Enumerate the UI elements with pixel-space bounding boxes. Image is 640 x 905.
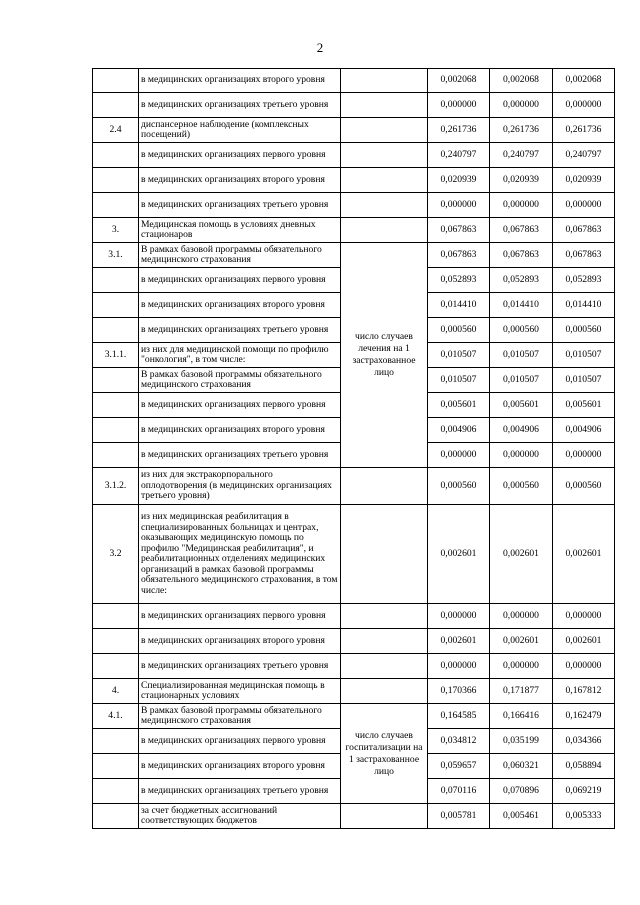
value-cell: 0,000000: [428, 604, 490, 629]
table-row: [93, 218, 615, 243]
row-number: [93, 393, 139, 418]
unit-cell-hospitalization: число случаев госпитализации на 1 застрахованное лицо: [341, 704, 428, 804]
row-name: в медицинских организациях второго уровня: [139, 418, 341, 443]
value-cell: 0,166416: [490, 704, 553, 729]
value-cell: 0,000000: [428, 193, 490, 218]
value-cell: 0,167812: [553, 679, 615, 704]
table-row: [93, 93, 615, 118]
row-unit: [341, 468, 428, 505]
value-cell: 0,070896: [490, 779, 553, 804]
value-cell: 0,261736: [490, 118, 553, 143]
row-name: в медицинских организациях второго уровня: [139, 293, 341, 318]
row-unit: [341, 629, 428, 654]
row-number: 3.1.: [93, 243, 139, 268]
value-cell: 0,000000: [490, 93, 553, 118]
row-unit: [341, 505, 428, 604]
value-cell: 0,034812: [428, 729, 490, 754]
row-name: в медицинских организациях второго уровня: [139, 168, 341, 193]
value-cell: 0,171877: [490, 679, 553, 704]
value-cell: 0,000000: [553, 443, 615, 468]
row-name: в медицинских организациях первого уровня: [139, 268, 341, 293]
value-cell: 0,170366: [428, 679, 490, 704]
row-number: [93, 754, 139, 779]
value-cell: 0,067863: [553, 218, 615, 243]
row-number: [93, 168, 139, 193]
row-number: [93, 604, 139, 629]
value-cell: 0,060321: [490, 754, 553, 779]
row-number: 3.1.2.: [93, 468, 139, 505]
table-row: [93, 468, 615, 505]
value-cell: 0,162479: [553, 704, 615, 729]
page-number: 2: [316, 40, 324, 55]
value-cell: 0,000000: [428, 654, 490, 679]
table-row: [93, 679, 615, 704]
value-cell: 0,005601: [490, 393, 553, 418]
row-name: в медицинских организациях первого уровня: [139, 143, 341, 168]
row-number: [93, 268, 139, 293]
table-row: [93, 804, 615, 829]
row-number: 4.1.: [93, 704, 139, 729]
value-cell: 0,052893: [553, 268, 615, 293]
row-number: [93, 293, 139, 318]
value-cell: 0,002601: [428, 629, 490, 654]
value-cell: 0,010507: [553, 368, 615, 393]
value-cell: 0,000560: [428, 468, 490, 505]
value-cell: 0,002068: [428, 69, 490, 93]
row-number: [93, 654, 139, 679]
value-cell: 0,035199: [490, 729, 553, 754]
row-number: [93, 193, 139, 218]
row-name: в медицинских организациях третьего уровня: [139, 443, 341, 468]
table-row: [93, 143, 615, 168]
value-cell: 0,010507: [553, 343, 615, 368]
row-name: диспансерное наблюдение (комплексных посещений): [139, 118, 341, 143]
row-name: из них для медицинской помощи по профилю "онкология", в том числе:: [139, 343, 341, 368]
value-cell: 0,000000: [553, 193, 615, 218]
value-cell: 0,002601: [490, 505, 553, 604]
value-cell: 0,000560: [490, 318, 553, 343]
value-cell: 0,067863: [490, 218, 553, 243]
unit-cell-treatment: число случаев лечения на 1 застрахованное лицо: [341, 243, 428, 468]
value-cell: 0,002601: [553, 505, 615, 604]
row-name: в медицинских организациях первого уровня: [139, 729, 341, 754]
row-number: 4.: [93, 679, 139, 704]
row-number: [93, 143, 139, 168]
value-cell: 0,069219: [553, 779, 615, 804]
row-number: 2.4: [93, 118, 139, 143]
row-name: в медицинских организациях первого уровня: [139, 604, 341, 629]
value-cell: 0,010507: [490, 368, 553, 393]
value-cell: 0,020939: [490, 168, 553, 193]
row-number: [93, 368, 139, 393]
row-name: В рамках базовой программы обязательного медицинского страхования: [139, 243, 341, 268]
value-cell: 0,000000: [490, 443, 553, 468]
row-name: В рамках базовой программы обязательного медицинского страхования: [139, 368, 341, 393]
row-name: из них медицинская реабилитация в специализированных больницах и центрах, оказывающих медицинскую помощь по профилю "Медицинская реабилитация", и реабилитационных отделениях медицинских организаций в рамках базовой программы обязательного медицинского страхования, в том числе:: [139, 505, 341, 604]
table-row: [93, 193, 615, 218]
row-number: [93, 69, 139, 93]
value-cell: 0,034366: [553, 729, 615, 754]
row-name: в медицинских организациях второго уровня: [139, 629, 341, 654]
value-cell: 0,002068: [490, 69, 553, 93]
value-cell: 0,067863: [490, 243, 553, 268]
row-unit: [341, 69, 428, 93]
value-cell: 0,000560: [428, 318, 490, 343]
table-row: [93, 168, 615, 193]
value-cell: 0,004906: [553, 418, 615, 443]
row-number: [93, 93, 139, 118]
row-number: [93, 779, 139, 804]
value-cell: 0,000000: [428, 443, 490, 468]
row-name: Специализированная медицинская помощь в стационарных условиях: [139, 679, 341, 704]
value-cell: 0,005781: [428, 804, 490, 829]
row-number: [93, 729, 139, 754]
value-cell: 0,261736: [428, 118, 490, 143]
row-name: в медицинских организациях первого уровня: [139, 393, 341, 418]
value-cell: 0,261736: [553, 118, 615, 143]
row-name: в медицинских организациях третьего уровня: [139, 654, 341, 679]
value-cell: 0,240797: [428, 143, 490, 168]
row-unit: [341, 679, 428, 704]
value-cell: 0,000560: [553, 318, 615, 343]
value-cell: 0,067863: [428, 243, 490, 268]
row-number: [93, 629, 139, 654]
table-row: [93, 69, 615, 93]
row-name: в медицинских организациях третьего уровня: [139, 193, 341, 218]
value-cell: 0,014410: [553, 293, 615, 318]
value-cell: 0,000000: [553, 604, 615, 629]
value-cell: 0,020939: [428, 168, 490, 193]
row-number: 3.2: [93, 505, 139, 604]
value-cell: 0,067863: [553, 243, 615, 268]
value-cell: 0,002068: [553, 69, 615, 93]
value-cell: 0,000000: [553, 93, 615, 118]
value-cell: 0,059657: [428, 754, 490, 779]
value-cell: 0,020939: [553, 168, 615, 193]
table-row: [93, 505, 615, 604]
row-name: в медицинских организациях второго уровня: [139, 69, 341, 93]
value-cell: 0,000560: [490, 468, 553, 505]
value-cell: 0,004906: [428, 418, 490, 443]
row-unit: [341, 118, 428, 143]
value-cell: 0,002601: [490, 629, 553, 654]
value-cell: 0,052893: [428, 268, 490, 293]
row-name: Медицинская помощь в условиях дневных стационаров: [139, 218, 341, 243]
row-name: за счет бюджетных ассигнований соответствующих бюджетов: [139, 804, 341, 829]
table-row: [93, 629, 615, 654]
row-unit: [341, 804, 428, 829]
row-number: [93, 443, 139, 468]
value-cell: 0,070116: [428, 779, 490, 804]
row-unit: [341, 168, 428, 193]
row-number: 3.: [93, 218, 139, 243]
row-number: 3.1.1.: [93, 343, 139, 368]
norms-table: [92, 68, 615, 829]
value-cell: 0,004906: [490, 418, 553, 443]
value-cell: 0,052893: [490, 268, 553, 293]
row-name: в медицинских организациях третьего уровня: [139, 318, 341, 343]
value-cell: 0,005601: [553, 393, 615, 418]
row-unit: [341, 193, 428, 218]
row-name: в медицинских организациях третьего уровня: [139, 779, 341, 804]
value-cell: 0,014410: [428, 293, 490, 318]
value-cell: 0,000560: [553, 468, 615, 505]
row-name: В рамках базовой программы обязательного медицинского страхования: [139, 704, 341, 729]
table-row: [93, 654, 615, 679]
table-row: [93, 118, 615, 143]
row-number: [93, 418, 139, 443]
value-cell: 0,010507: [490, 343, 553, 368]
value-cell: 0,058894: [553, 754, 615, 779]
value-cell: 0,000000: [553, 654, 615, 679]
row-unit: [341, 143, 428, 168]
row-number: [93, 318, 139, 343]
row-name: в медицинских организациях третьего уровня: [139, 93, 341, 118]
row-unit: [341, 93, 428, 118]
row-unit: [341, 654, 428, 679]
value-cell: 0,014410: [490, 293, 553, 318]
value-cell: 0,000000: [490, 654, 553, 679]
value-cell: 0,005333: [553, 804, 615, 829]
value-cell: 0,000000: [428, 93, 490, 118]
value-cell: 0,000000: [490, 193, 553, 218]
value-cell: 0,240797: [490, 143, 553, 168]
value-cell: 0,240797: [553, 143, 615, 168]
row-unit: [341, 218, 428, 243]
table-row: [93, 604, 615, 629]
table-row: [93, 243, 615, 268]
value-cell: 0,002601: [428, 505, 490, 604]
table-row: [93, 704, 615, 729]
value-cell: 0,005601: [428, 393, 490, 418]
row-name: в медицинских организациях второго уровня: [139, 754, 341, 779]
row-unit: [341, 604, 428, 629]
value-cell: 0,010507: [428, 343, 490, 368]
value-cell: 0,002601: [553, 629, 615, 654]
value-cell: 0,067863: [428, 218, 490, 243]
value-cell: 0,005461: [490, 804, 553, 829]
row-number: [93, 804, 139, 829]
value-cell: 0,164585: [428, 704, 490, 729]
value-cell: 0,000000: [490, 604, 553, 629]
value-cell: 0,010507: [428, 368, 490, 393]
row-name: из них для экстракорпорального оплодотворения (в медицинских организациях третьего уровня): [139, 468, 341, 505]
